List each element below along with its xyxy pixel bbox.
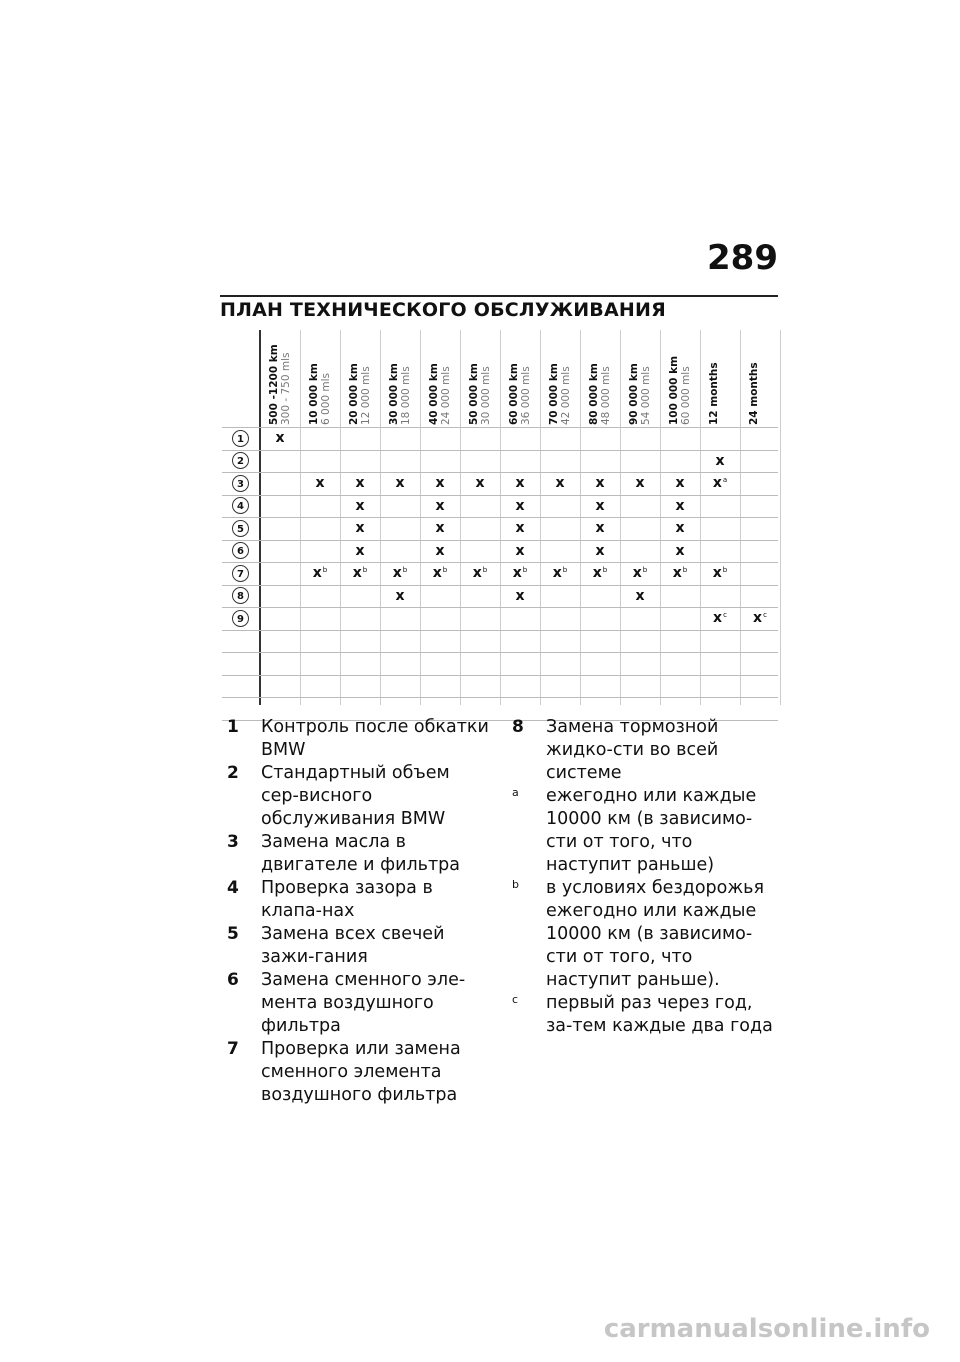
footnote-marker: b <box>522 565 528 574</box>
schedule-mark: $x^a$ <box>712 475 728 492</box>
legend-item <box>227 762 492 831</box>
column-header-km: 60 000 km <box>508 363 520 425</box>
legend-item-text: первый раз через год, за-тем каждые два года <box>546 993 773 1036</box>
schedule-mark: $x^b$ <box>552 565 568 582</box>
schedule-mark: x <box>395 587 405 604</box>
row-number-circle: 3 <box>232 475 249 492</box>
row-number-circle: 2 <box>232 452 249 469</box>
legend-item-text: Проверка зазора в клапа-нах <box>261 878 433 921</box>
schedule-mark: x <box>275 430 285 447</box>
column-header-km: 24 months <box>748 362 760 425</box>
schedule-mark: $x^b$ <box>472 565 488 582</box>
legend-item <box>512 877 777 992</box>
column-header-mls: 54 000 mls <box>640 366 652 425</box>
schedule-mark: x <box>675 475 685 492</box>
column-header <box>628 363 652 425</box>
schedule-mark: $x^b$ <box>632 565 648 582</box>
table-row-divider <box>222 562 778 563</box>
legend-item <box>227 831 492 877</box>
schedule-mark: x <box>515 520 525 537</box>
footnote-marker: c <box>723 610 727 619</box>
schedule-mark: x <box>595 475 605 492</box>
legend-item-key: b <box>512 878 519 891</box>
column-header <box>388 363 412 425</box>
column-header-km: 500 -1200 km <box>268 344 280 425</box>
schedule-mark: x <box>475 475 485 492</box>
column-header <box>548 363 572 425</box>
column-header <box>508 363 532 425</box>
schedule-mark: x <box>595 542 605 559</box>
legend-item-text: в условиях бездорожья ежегодно или каждые 10000 км (в зависимо-сти от того, что наступит раньше). <box>546 878 764 990</box>
legend-item-text: Стандартный объем сер-висного обслуживания BMW <box>261 763 450 829</box>
column-header-mls: 48 000 mls <box>600 366 612 425</box>
column-header <box>308 363 332 425</box>
footnote-marker: b <box>642 565 648 574</box>
column-header-km: 40 000 km <box>428 363 440 425</box>
column-header-km: 90 000 km <box>628 363 640 425</box>
column-header-km: 100 000 km <box>668 355 680 425</box>
table-column-divider <box>780 330 781 705</box>
column-header <box>268 344 292 425</box>
legend-right-column <box>512 716 777 1038</box>
column-header <box>428 363 452 425</box>
legend-item-text: Проверка или замена сменного элемента воздушного фильтра <box>261 1039 461 1105</box>
schedule-mark: x <box>435 497 445 514</box>
section-title: ПЛАН ТЕХНИЧЕСКОГО ОБСЛУЖИВАНИЯ <box>220 299 666 321</box>
legend-item-key: 5 <box>227 924 239 944</box>
column-header <box>668 356 692 425</box>
footnote-marker: c <box>763 610 767 619</box>
legend-item-key: 4 <box>227 878 239 898</box>
footnote-marker: b <box>442 565 448 574</box>
column-header-km: 12 months <box>708 362 720 425</box>
legend-item-text: Контроль после обкатки BMW <box>261 717 489 760</box>
schedule-mark: x <box>595 520 605 537</box>
table-row-divider <box>222 427 778 428</box>
legend-item-text: Замена тормозной жидко-сти во всей системе <box>546 717 719 783</box>
schedule-mark: x <box>675 497 685 514</box>
footnote-marker: b <box>362 565 368 574</box>
legend-item-key: 3 <box>227 832 239 852</box>
table-row-divider <box>222 450 778 451</box>
schedule-mark: $x^b$ <box>352 565 368 582</box>
schedule-mark: x <box>555 475 565 492</box>
row-number-circle: 9 <box>232 610 249 627</box>
footnote-marker: b <box>482 565 488 574</box>
column-header-mls: 36 000 mls <box>520 366 532 425</box>
row-number-circle: 8 <box>232 587 249 604</box>
legend-item-key: 1 <box>227 717 239 737</box>
schedule-mark: $x^b$ <box>672 565 688 582</box>
column-header-mls: 6 000 mls <box>320 372 332 425</box>
column-header-km: 20 000 km <box>348 363 360 425</box>
footnote-marker: b <box>322 565 328 574</box>
column-header-mls: 30 000 mls <box>480 366 492 425</box>
column-header-km: 50 000 km <box>468 363 480 425</box>
page-number: 289 <box>707 238 778 278</box>
schedule-mark: x <box>635 587 645 604</box>
legend-item-text: Замена масла в двигателе и фильтра <box>261 832 460 875</box>
schedule-mark: x <box>515 497 525 514</box>
schedule-mark: $x^c$ <box>713 610 727 627</box>
column-header <box>468 363 492 425</box>
table-row-divider <box>222 630 778 631</box>
schedule-mark: $x^c$ <box>753 610 767 627</box>
legend-item-key: a <box>512 786 519 799</box>
schedule-mark: x <box>675 520 685 537</box>
table-row-divider <box>222 697 778 698</box>
schedule-mark: x <box>515 542 525 559</box>
column-header <box>708 362 720 425</box>
row-number-circle: 7 <box>232 565 249 582</box>
legend-item <box>227 716 492 762</box>
schedule-mark: x <box>515 587 525 604</box>
column-header-mls: 24 000 mls <box>440 366 452 425</box>
column-header-km: 30 000 km <box>388 363 400 425</box>
schedule-mark: x <box>435 520 445 537</box>
table-row-divider <box>222 517 778 518</box>
legend-item-key: 7 <box>227 1039 239 1059</box>
legend-item-key: 8 <box>512 717 524 737</box>
schedule-mark: x <box>675 542 685 559</box>
schedule-mark: $x^b$ <box>312 565 328 582</box>
schedule-mark: x <box>435 475 445 492</box>
schedule-mark: $x^b$ <box>712 565 728 582</box>
footnote-marker: b <box>722 565 728 574</box>
schedule-mark: x <box>355 520 365 537</box>
footnote-marker: b <box>682 565 688 574</box>
column-header-mls: 18 000 mls <box>400 366 412 425</box>
table-row-divider <box>222 607 778 608</box>
legend-item-key: c <box>512 993 519 1006</box>
table-row-divider <box>222 540 778 541</box>
footnote-marker: a <box>722 475 728 484</box>
table-row-divider <box>222 652 778 653</box>
row-number-circle: 5 <box>232 520 249 537</box>
row-number-circle: 6 <box>232 542 249 559</box>
schedule-mark: x <box>315 475 325 492</box>
table-row-divider <box>222 585 778 586</box>
schedule-mark: $x^b$ <box>512 565 528 582</box>
schedule-mark: x <box>355 475 365 492</box>
table-row-divider <box>222 675 778 676</box>
footnote-marker: b <box>562 565 568 574</box>
schedule-mark: x <box>355 497 365 514</box>
legend-item <box>512 716 777 785</box>
schedule-mark: x <box>635 475 645 492</box>
footnote-marker: b <box>602 565 608 574</box>
column-header <box>348 363 372 425</box>
column-header-km: 70 000 km <box>548 363 560 425</box>
footnote-marker: b <box>402 565 408 574</box>
schedule-mark: $x^b$ <box>392 565 408 582</box>
row-number-circle: 1 <box>232 430 249 447</box>
schedule-mark: x <box>595 497 605 514</box>
legend-item <box>512 785 777 877</box>
row-number-circle: 4 <box>232 497 249 514</box>
schedule-mark: x <box>515 475 525 492</box>
schedule-mark: x <box>715 452 725 469</box>
column-header <box>588 363 612 425</box>
column-header-mls: 12 000 mls <box>360 366 372 425</box>
column-header <box>748 362 760 425</box>
legend-item-text: ежегодно или каждые 10000 км (в зависимо-сти от того, что наступит раньше) <box>546 786 757 875</box>
table-row-divider <box>222 472 778 473</box>
legend-item <box>227 877 492 923</box>
schedule-mark: $x^b$ <box>432 565 448 582</box>
schedule-mark: x <box>435 542 445 559</box>
legend-item <box>227 923 492 969</box>
legend-item-text: Замена сменного эле-мента воздушного фильтра <box>261 970 466 1036</box>
legend-item-text: Замена всех свечей зажи-гания <box>261 924 445 967</box>
legend-item-key: 6 <box>227 970 239 990</box>
legend-item <box>227 969 492 1038</box>
legend-left-column <box>227 716 492 1107</box>
watermark: carmanualsonline.info <box>603 1314 930 1344</box>
table-row-divider <box>222 495 778 496</box>
schedule-mark: x <box>355 542 365 559</box>
schedule-mark: x <box>395 475 405 492</box>
column-header-km: 80 000 km <box>588 363 600 425</box>
column-header-mls: 42 000 mls <box>560 366 572 425</box>
legend-item-key: 2 <box>227 763 239 783</box>
legend-item <box>227 1038 492 1107</box>
schedule-mark: $x^b$ <box>592 565 608 582</box>
column-header-mls: 300 - 750 mls <box>280 352 292 425</box>
legend-item <box>512 992 777 1038</box>
column-header-km: 10 000 km <box>308 363 320 425</box>
column-header-mls: 60 000 mls <box>680 366 692 425</box>
